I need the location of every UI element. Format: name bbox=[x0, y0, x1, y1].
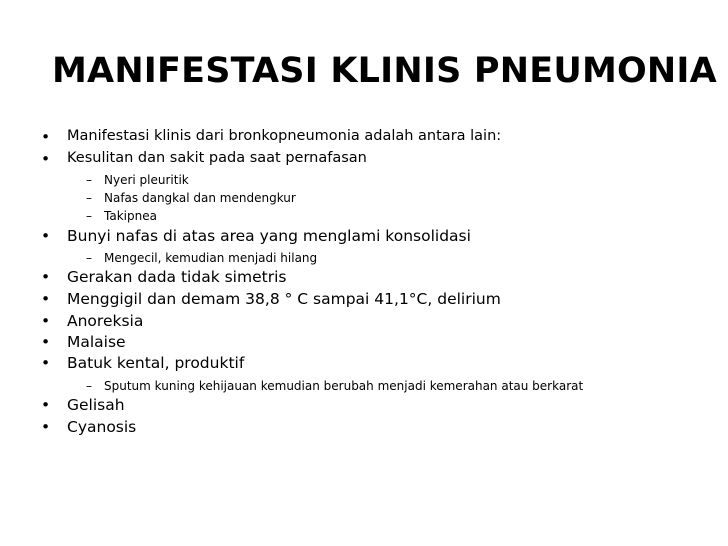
bullet-marker: • bbox=[41, 268, 51, 286]
bullet-marker: • bbox=[41, 128, 51, 146]
bullet-marker: • bbox=[41, 354, 51, 372]
bullet-text: Bunyi nafas di atas area yang menglami konsolidasi bbox=[67, 227, 471, 245]
bullet-text: Kesulitan dan sakit pada saat pernafasan bbox=[67, 150, 367, 166]
sub-bullet-text: Nafas dangkal dan mendengkur bbox=[104, 191, 296, 205]
dash-marker: – bbox=[86, 379, 92, 393]
dash-marker: – bbox=[86, 251, 92, 265]
bullet-text: Menggigil dan demam 38,8 ° C sampai 41,1°C, delirium bbox=[67, 290, 501, 308]
bullet-marker: • bbox=[41, 396, 51, 414]
bullet-marker: • bbox=[41, 333, 51, 351]
bullet-text: Cyanosis bbox=[67, 418, 137, 436]
bullet-text: Batuk kental, produktif bbox=[67, 354, 245, 372]
sub-bullet-text: Mengecil, kemudian menjadi hilang bbox=[104, 251, 318, 265]
bullet-marker: • bbox=[41, 290, 51, 308]
sub-bullet-text: Sputum kuning kehijauan kemudian berubah menjadi kemerahan atau berkarat bbox=[104, 379, 584, 393]
bullet-text: Manifestasi klinis dari bronkopneumonia adalah antara lain: bbox=[67, 128, 502, 144]
sub-bullet-text: Takipnea bbox=[104, 209, 157, 223]
bullet-marker: • bbox=[41, 418, 51, 436]
bullet-marker: • bbox=[41, 227, 51, 245]
bullet-text: Gelisah bbox=[67, 396, 125, 414]
dash-marker: – bbox=[86, 173, 92, 187]
bullet-marker: • bbox=[41, 150, 51, 168]
bullet-text: Gerakan dada tidak simetris bbox=[67, 268, 287, 286]
sub-bullet-text: Nyeri pleuritik bbox=[104, 173, 189, 187]
dash-marker: – bbox=[86, 191, 92, 205]
slide-title: MANIFESTASI KLINIS PNEUMONIA bbox=[52, 51, 717, 91]
bullet-text: Malaise bbox=[67, 333, 126, 351]
dash-marker: – bbox=[86, 209, 92, 223]
bullet-text: Anoreksia bbox=[67, 312, 144, 330]
bullet-marker: • bbox=[41, 312, 51, 330]
